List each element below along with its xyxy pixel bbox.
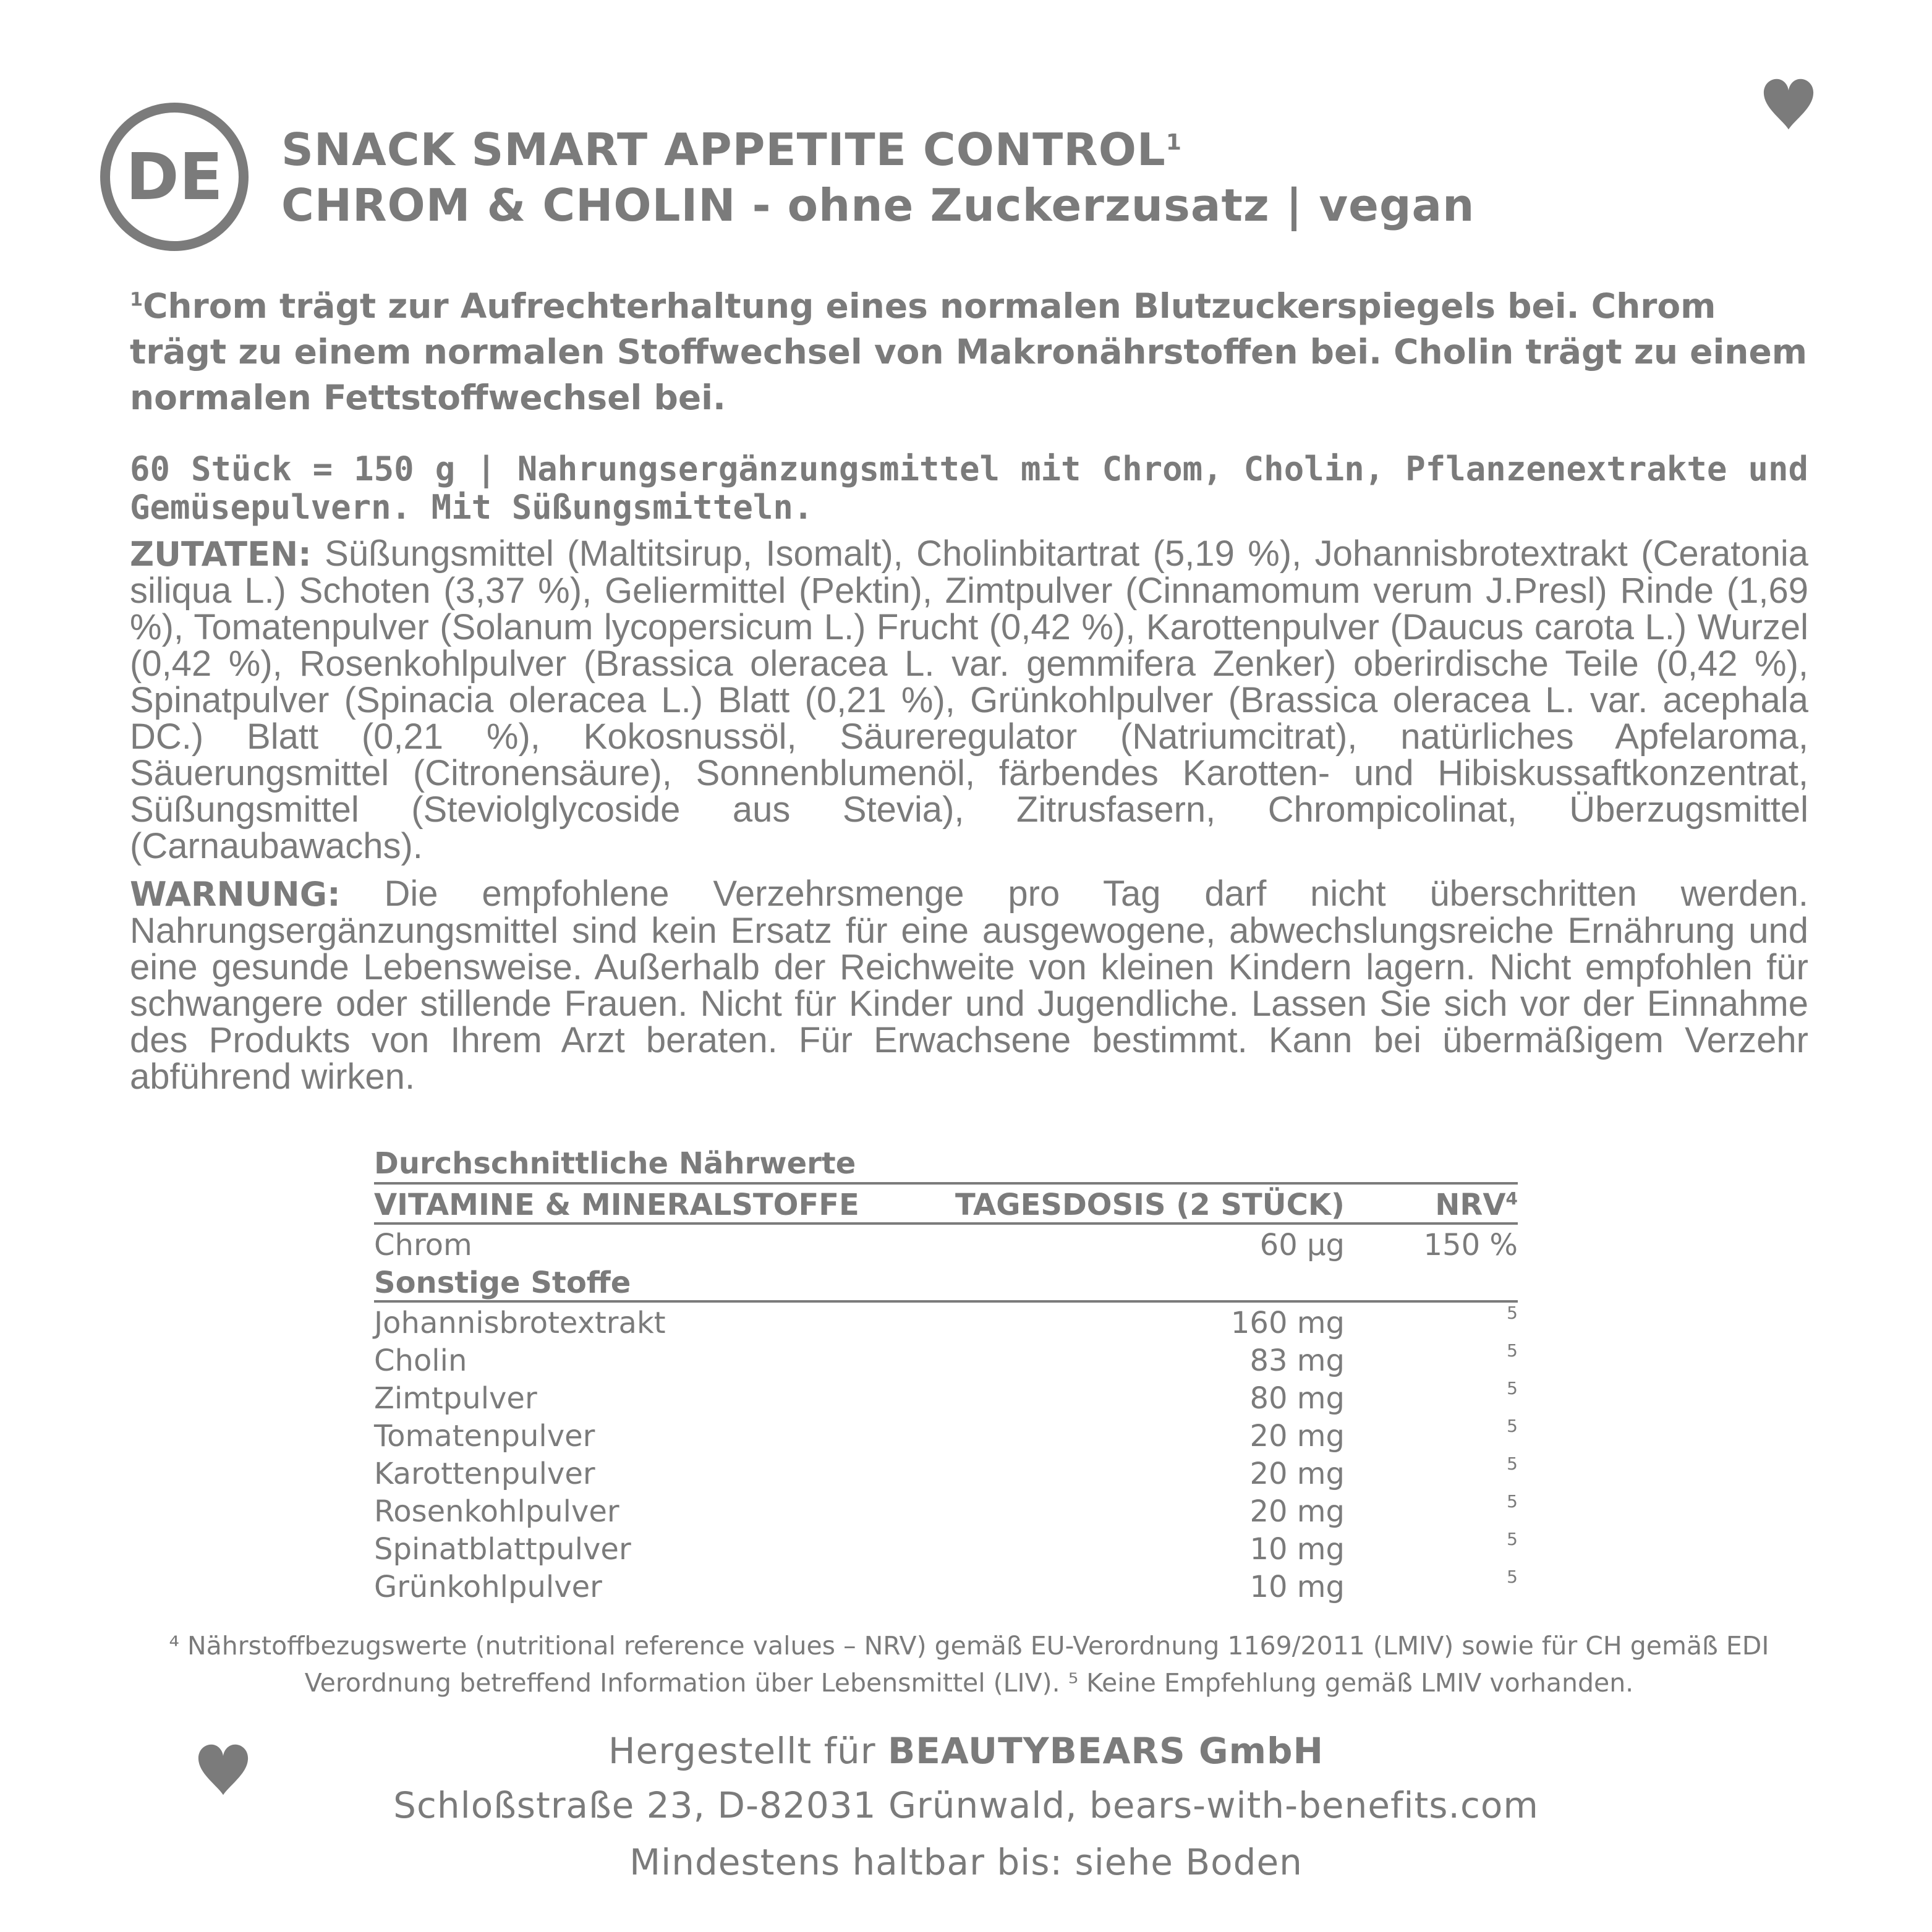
table-row (374, 1491, 1518, 1529)
other-substances-heading: Sonstige Stoffe (374, 1262, 1518, 1301)
nutrient-dose: 20 mg (1249, 1419, 1345, 1453)
nutrient-dose: 80 mg (1249, 1381, 1345, 1416)
nutrient-dose: 60 µg (1259, 1228, 1345, 1262)
warning-text: Die empfohlene Verzehrsmenge pro Tag darf nicht überschritten werden. Nahrungsergänzungsmittel sind kein Ersatz für eine ausgewogene, abwechslungsreiche Ernährung und eine gesunde Lebensweise. Außerhalb der Reichweite von kleinen Kindern lagern. Nicht empfohlen für schwangere oder stillende Frauen. Nicht für Kinder und Jugendliche. Lassen Sie sich vor der Einnahme des Produkts von Ihrem Arzt beraten. Für Erwachsene bestimmt. Kann bei übermäßigem Verzehr abführend wirken. (130, 874, 1808, 1097)
nutrient-nrv: 150 % (1423, 1228, 1518, 1262)
nutrient-dose: 160 mg (1230, 1306, 1345, 1340)
nrv-footnote-marker: 4 (1505, 1188, 1518, 1209)
warning-block (130, 875, 1808, 1095)
nutrition-grid (374, 1182, 1518, 1604)
heart-icon (1761, 73, 1816, 135)
nutrient-note: 5 (1507, 1567, 1518, 1587)
product-subtitle: CHROM & CHOLIN - ohne Zuckerzusatz | vegan (281, 179, 1475, 231)
nutrient-note: 5 (1507, 1378, 1518, 1398)
footnotes (130, 1627, 1808, 1701)
ingredients-label: ZUTATEN: (130, 535, 312, 574)
manufacturer-imprint (0, 1724, 1932, 1889)
claims-footnote-marker: 1 (130, 289, 143, 311)
company-address: Schloßstraße 23, D-82031 Grünwald, bears-with-benefits.com (393, 1784, 1539, 1826)
nutrient-name: Tomatenpulver (374, 1419, 595, 1453)
company-name: BEAUTYBEARS GmbH (888, 1730, 1324, 1772)
best-before-note: Mindestens haltbar bis: siehe Boden (629, 1841, 1303, 1883)
nutrient-note: 5 (1507, 1340, 1518, 1361)
section-header-row (374, 1262, 1518, 1301)
nutrient-name: Chrom (374, 1228, 472, 1262)
nutrient-name: Johannisbrotextrakt (374, 1306, 666, 1340)
nutrient-note: 5 (1507, 1416, 1518, 1436)
table-row (374, 1416, 1518, 1453)
language-code: DE (126, 139, 223, 215)
table-row (374, 1378, 1518, 1416)
nutrient-dose: 20 mg (1249, 1457, 1345, 1491)
col-header-name: VITAMINE & MINERALSTOFFE (374, 1183, 913, 1223)
nutrient-name: Rosenkohlpulver (374, 1494, 619, 1529)
nutrient-note: 5 (1507, 1303, 1518, 1323)
product-title-text: SNACK SMART APPETITE CONTROL (281, 124, 1166, 176)
nutrient-dose: 10 mg (1249, 1570, 1345, 1604)
col-header-nrv-label: NRV (1435, 1188, 1506, 1222)
nutrient-name: Karottenpulver (374, 1457, 595, 1491)
nutrition-header-row (374, 1183, 1518, 1223)
title-footnote-marker: 1 (1165, 130, 1182, 155)
footnote-line-2: Verordnung betreffend Information über Lebensmittel (LIV). ⁵ Keine Empfehlung gemäß LMIV vorhanden. (304, 1668, 1634, 1698)
col-header-nrv (1345, 1183, 1518, 1223)
warning-label: WARNUNG: (130, 875, 341, 914)
nutrition-caption: Durchschnittliche Nährwerte (374, 1146, 856, 1181)
product-title (281, 124, 1182, 176)
table-row (374, 1453, 1518, 1491)
ingredients-block (130, 535, 1808, 864)
nutrient-note: 5 (1507, 1491, 1518, 1512)
made-for-label: Hergestellt für (608, 1730, 876, 1772)
col-header-dose: TAGESDOSIS (2 STÜCK) (913, 1183, 1345, 1223)
nutrient-name: Spinatblattpulver (374, 1532, 631, 1567)
product-description: 60 Stück = 150 g | Nahrungsergänzungsmittel mit Chrom, Cholin, Pflanzenextrakte und Gemüsepulvern. Mit Süßungsmitteln. (130, 449, 1808, 527)
language-badge (100, 103, 249, 251)
table-row (374, 1301, 1518, 1340)
made-for-line (0, 1724, 1932, 1778)
nutrient-dose: 83 mg (1249, 1343, 1345, 1378)
table-row (374, 1567, 1518, 1604)
nutrient-note: 5 (1507, 1529, 1518, 1549)
nutrient-dose: 20 mg (1249, 1494, 1345, 1529)
nutrient-name: Cholin (374, 1343, 467, 1378)
ingredients-text: Süßungsmittel (Maltitsirup, Isomalt), Cholinbitartrat (5,19 %), Johannisbrotextrakt (Ceratonia siliqua L.) Schoten (3,37 %), Geliermittel (Pektin), Zimtpulver (Cinnamomum verum J.Presl) Rinde (1,69 %), Tomatenpulver (Solanum lycopersicum L.) Frucht (0,42 %), Karottenpulver (Daucus carota L.) Wurzel (0,42 %), Rosenkohlpulver (Brassica oleracea L. var. gemmifera Zenker) oberirdische Teile (0,42 %), Spinatpulver (Spinacia oleracea L.) Blatt (0,21 %), Grünkohlpulver (Brassica oleracea L. var. acephala DC.) Blatt (0,21 %), Kokosnussöl, Säureregulator (Natriumcitrat), natürliches Apfelaroma, Säuerungsmittel (Citronensäure), Sonnenblumenöl, färbendes Karotten- und Hibiskussaftkonzentrat, Süßungsmittel (Steviolglycoside aus Stevia), Zitrusfasern, Chrompicolinat, Überzugsmittel (Carnaubawachs). (130, 534, 1808, 866)
table-row (374, 1223, 1518, 1262)
footnote-line-1: ⁴ Nährstoffbezugswerte (nutritional reference values – NRV) gemäß EU-Verordnung 1169/2011 (LMIV) sowie für CH gemäß EDI (169, 1631, 1769, 1661)
health-claims (130, 283, 1808, 420)
nutrient-name: Zimtpulver (374, 1381, 537, 1416)
nutrient-name: Grünkohlpulver (374, 1570, 602, 1604)
nutrient-note: 5 (1507, 1453, 1518, 1474)
nutrient-dose: 10 mg (1249, 1532, 1345, 1567)
table-row (374, 1529, 1518, 1567)
nutrition-table (374, 1145, 1518, 1604)
table-row (374, 1340, 1518, 1378)
claims-text: Chrom trägt zur Aufrechterhaltung eines normalen Blutzuckerspiegels bei. Chrom trägt zu einem normalen Stoffwechsel von Makronährstoffen bei. Cholin trägt zu einem normalen Fettstoffwechsel bei. (130, 286, 1808, 417)
